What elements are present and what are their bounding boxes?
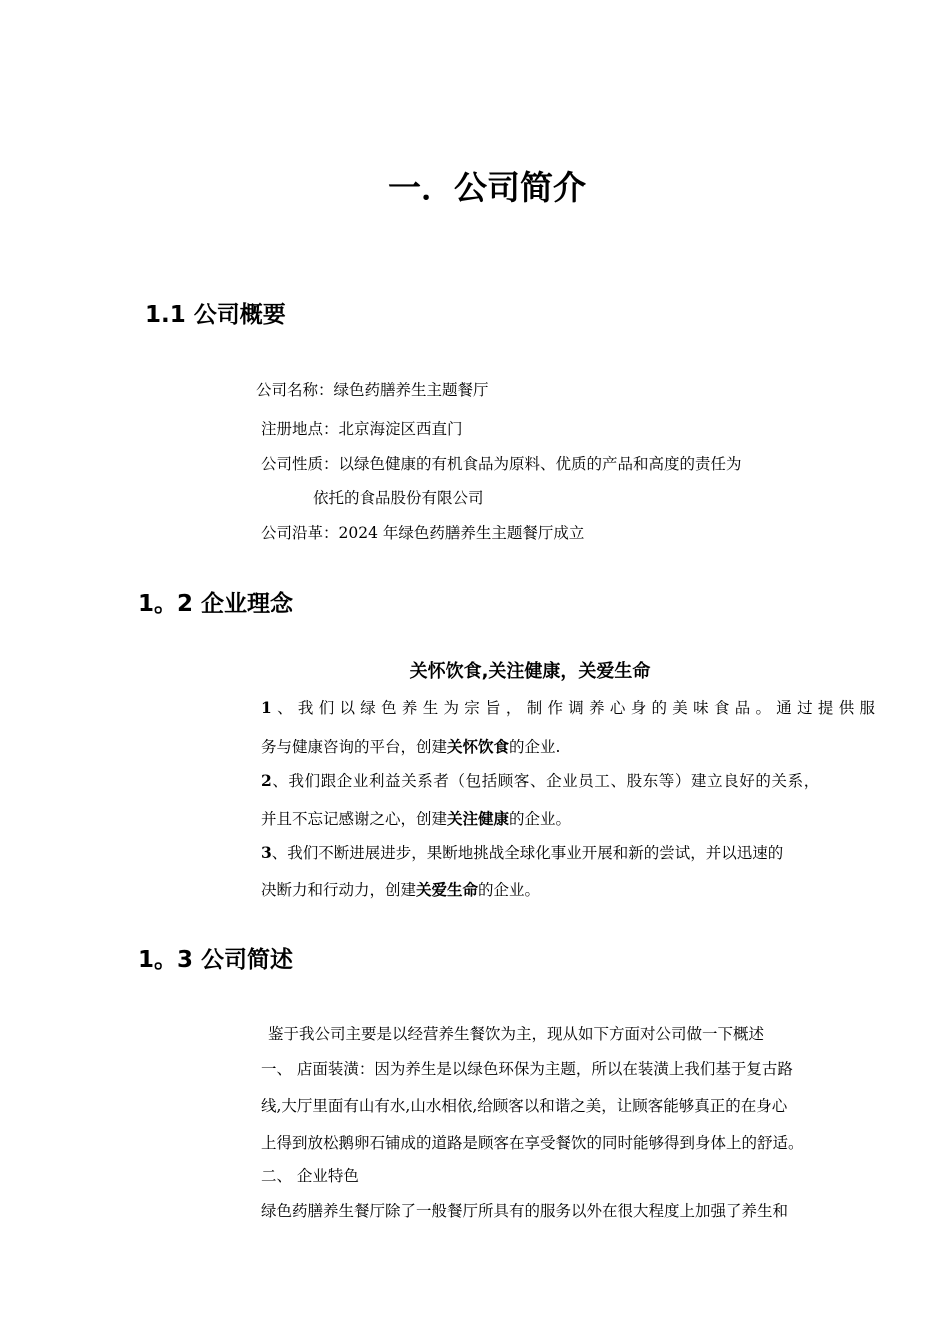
section-heading-philosophy: 1。2 企业理念: [138, 591, 294, 617]
company-name-label: 公司名称：: [256, 381, 334, 399]
company-history-value: 2024 年绿色药膳养生主题餐厅成立: [338, 524, 585, 542]
philosophy-item-3-text-a: 决断力和行动力，创建: [261, 881, 417, 899]
company-history-row: [261, 521, 584, 543]
description-item-2-title: 二、 企业特色: [261, 1167, 359, 1185]
philosophy-item-3-number: 3: [261, 843, 272, 862]
company-nature-value: 以绿色健康的有机食品为原料、优质的产品和高度的责任为: [338, 455, 742, 473]
philosophy-item-2-text-c: 的企业。: [509, 810, 572, 828]
description-item-1-line-2: 线,大厅里面有山有水,山水相依,给顾客以和谐之美，让顾客能够真正的在身心: [261, 1097, 788, 1115]
philosophy-item-1-number: 1: [261, 698, 278, 717]
company-name-value: 绿色药膳养生主题餐厅: [333, 381, 489, 399]
company-nature-label: 公司性质：: [261, 455, 339, 473]
philosophy-item-1-text: 、我们以绿色养生为宗旨，制作调养心身的美味食品。通过提供服: [277, 699, 881, 717]
philosophy-item-1-text-a: 务与健康咨询的平台，创建: [261, 738, 448, 756]
company-name-row: [256, 378, 489, 400]
philosophy-item-1-line-2: [261, 735, 560, 757]
philosophy-item-2-highlight: 关注健康: [447, 809, 510, 828]
philosophy-item-3-line-2: [261, 878, 540, 900]
philosophy-item-2-line-2: [261, 807, 571, 829]
section-heading-overview: 1.1 公司概要: [145, 302, 286, 328]
section-heading-description: 1。3 公司简述: [138, 947, 294, 973]
philosophy-item-2-line-1: [261, 769, 820, 791]
company-nature-continued: 依托的食品股份有限公司: [313, 489, 484, 507]
philosophy-item-1-line-1: [261, 696, 880, 718]
company-history-label: 公司沿革：: [261, 524, 339, 542]
philosophy-item-3-line-1: [261, 841, 783, 863]
registered-address-row: [261, 417, 463, 439]
philosophy-item-1-highlight: 关怀饮食: [447, 737, 510, 756]
registered-address-value: 北京海淀区西直门: [338, 420, 463, 438]
description-item-1-line-3: 上得到放松鹅卵石铺成的道路是顾客在享受餐饮的同时能够得到身体上的舒适。: [261, 1134, 804, 1152]
philosophy-item-1-text-c: 的企业.: [509, 738, 561, 756]
description-item-2-line-1: 绿色药膳养生餐厅除了一般餐厅所具有的服务以外在很大程度上加强了养生和: [261, 1202, 789, 1220]
description-item-1-line-1: 一、 店面装潢：因为养生是以绿色环保为主题，所以在装潢上我们基于复古路: [261, 1060, 793, 1078]
philosophy-item-3-highlight: 关爱生命: [416, 880, 479, 899]
philosophy-item-2-number: 2: [261, 771, 273, 790]
description-intro: 鉴于我公司主要是以经营养生餐饮为主，现从如下方面对公司做一下概述: [268, 1025, 765, 1043]
philosophy-item-2-text: 、我们跟企业利益关系者（包括顾客、企业员工、股东等）建立良好的关系，: [272, 772, 820, 790]
philosophy-item-2-text-a: 并且不忘记感谢之心，创建: [261, 810, 448, 828]
philosophy-item-3-text-c: 的企业。: [478, 881, 541, 899]
page-title: 一．公司简介: [388, 168, 586, 207]
company-motto: 关怀饮食,关注健康，关爱生命: [409, 661, 651, 682]
philosophy-item-3-text: 、我们不断进展进步，果断地挑战全球化事业开展和新的尝试，并以迅速的: [271, 844, 784, 862]
company-nature-row: [261, 452, 742, 474]
registered-address-label: 注册地点：: [261, 420, 339, 438]
